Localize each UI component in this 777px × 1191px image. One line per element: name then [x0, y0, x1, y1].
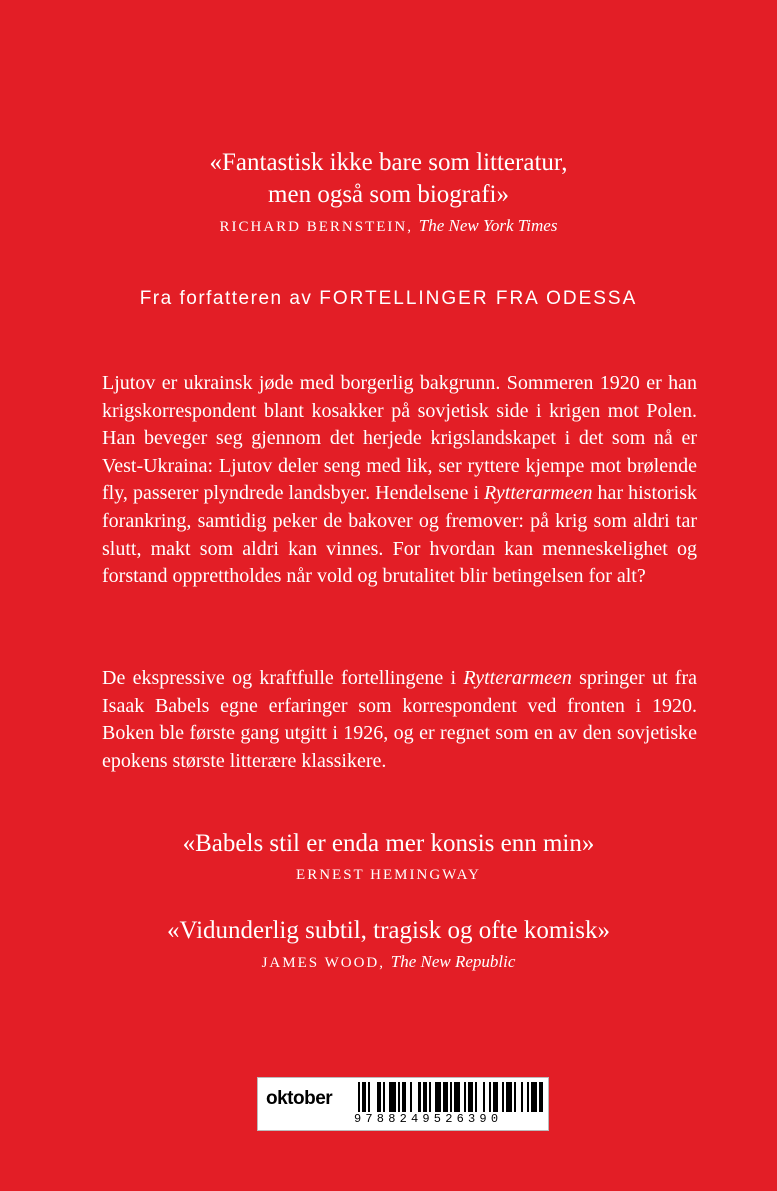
quote-line: «Vidunderlig subtil, tragisk og ofte komisk»	[167, 917, 610, 944]
tagline-title: FORTELLINGER FRA ODESSA	[319, 288, 638, 309]
author-tagline	[0, 288, 777, 310]
attribution-author: JAMES WOOD,	[261, 955, 385, 971]
text-run: Ljutov er ukrainsk jøde med borgerlig bakgrunn. Sommeren 1920 er han krigskorrespondent blant kosakker på sovjetisk side i krigen mot Polen. Han beveger seg gjennom det herjede krigslandskapet i det som nå er Vest-Ukraina: Ljutov deler seng med lik, ser ryttere kjempe mot brølende fly, passerer plyndrede landsbyer. Hendelsene i	[102, 372, 697, 505]
attribution-publication: The New Republic	[390, 952, 516, 971]
blurb-paragraph-2	[102, 665, 697, 775]
attribution-author: RICHARD BERNSTEIN,	[219, 219, 414, 235]
quote-wood	[0, 915, 777, 974]
book-title: Rytterarmeen	[484, 482, 593, 505]
book-title: Rytterarmeen	[463, 667, 572, 689]
quote-line: «Babels stil er enda mer konsis enn min»	[182, 830, 595, 857]
attribution-author: ERNEST HEMINGWAY	[296, 867, 481, 883]
quote-bernstein	[0, 147, 777, 238]
quote-attribution	[0, 864, 777, 886]
barcode-bars	[358, 1082, 546, 1112]
quote-line: «Fantastisk ikke bare som litteratur,	[209, 149, 568, 176]
quote-attribution	[0, 215, 777, 238]
text-run: har historisk forankring, samtidig peker de bakover og fremover: på krig som aldri tar slutt, makt som aldri kan vinnes. For hvordan kan menneskelighet og forstand opprettholdes når vold og brutalitet blir betingelsen for alt?	[102, 482, 698, 588]
quote-line: men også som biografi»	[268, 181, 509, 208]
barcode-panel	[257, 1077, 549, 1131]
tagline-prefix: Fra forfatteren av	[139, 288, 313, 309]
quote-hemingway	[0, 828, 777, 886]
text-run: De ekspressive og kraftfulle fortellingene i	[102, 667, 464, 689]
blurb-paragraph-1	[102, 370, 697, 591]
quote-attribution	[0, 951, 777, 974]
text-run: springer ut fra Isaak Babels egne erfaringer som korrespondent ved fronten i 1920. Boken ble første gang utgitt i 1926, og er regnet som en av den sovjetiske epokens største litterære klassikere.	[102, 667, 697, 772]
publisher-logo: oktober	[266, 1088, 333, 1109]
isbn-number: 9788249526390	[354, 1112, 503, 1126]
attribution-publication: The New York Times	[418, 216, 558, 235]
barcode-stripe	[543, 1082, 545, 1112]
